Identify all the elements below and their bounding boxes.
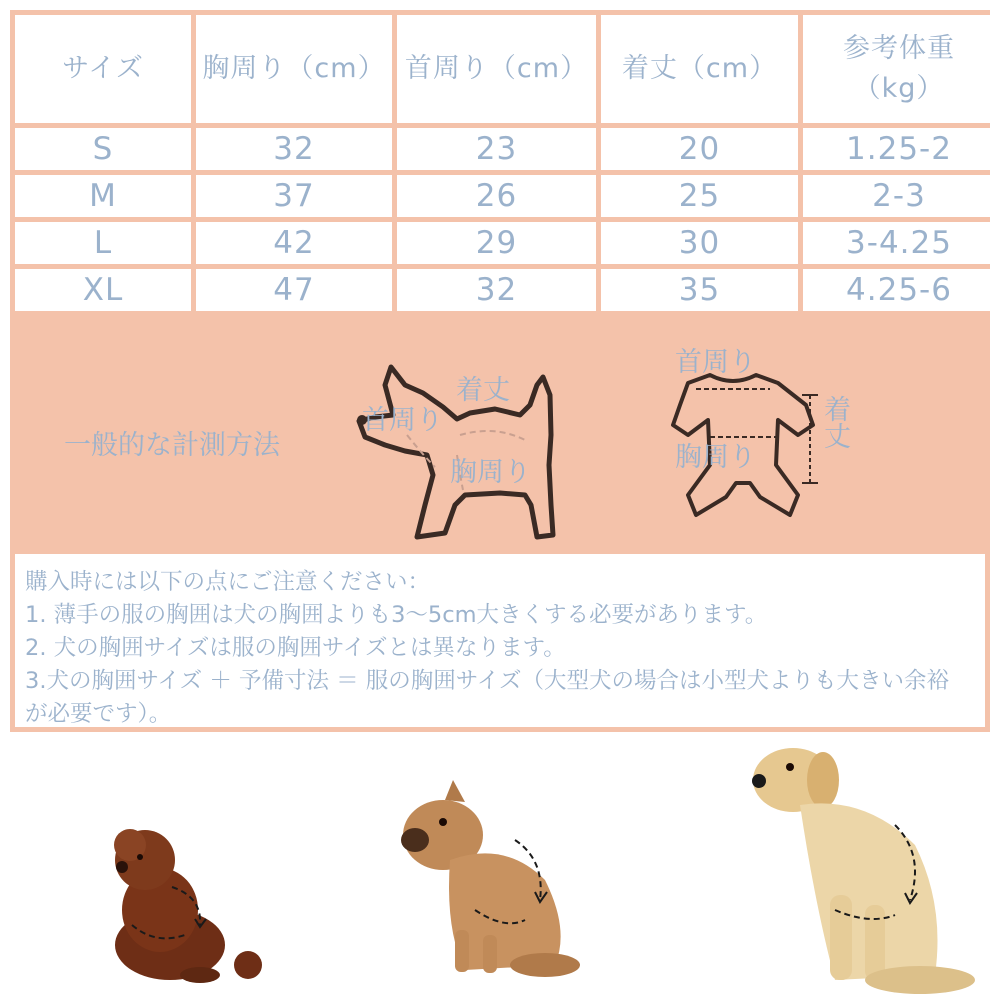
cell-neck: 29 — [397, 222, 596, 264]
garment-neck-label: 首周り — [675, 347, 756, 378]
cell-weight: 1.25-2 — [803, 128, 995, 170]
header-size: サイズ — [15, 15, 191, 123]
header-chest: 胸周り（cm） — [196, 15, 392, 123]
note-item: 2. 犬の胸囲サイズは服の胸囲サイズとは異なります。 — [25, 635, 566, 661]
golden-retriever-photo — [745, 735, 995, 997]
garment-length-label: 着丈 — [819, 395, 850, 449]
note-item: 3.犬の胸囲サイズ ＋ 予備寸法 ＝ 服の胸囲サイズ（大型犬の場合は小型犬よりも大きい余裕が必要です）。 — [25, 668, 949, 727]
dog-chest-label: 胸周り — [450, 457, 531, 488]
cell-neck: 32 — [397, 269, 596, 311]
header-weight — [803, 15, 995, 123]
size-chart-panel — [10, 10, 990, 732]
cell-chest: 32 — [196, 128, 392, 170]
notes-intro: 購入時には以下の点にご注意ください： — [25, 569, 431, 595]
dog-neck-label: 首周り — [362, 405, 443, 436]
cell-chest: 42 — [196, 222, 392, 264]
cell-size: M — [15, 175, 191, 217]
cell-neck: 23 — [397, 128, 596, 170]
header-weight-unit: （kg） — [853, 73, 945, 104]
cell-neck: 26 — [397, 175, 596, 217]
cell-length: 35 — [601, 269, 798, 311]
cell-size: XL — [15, 269, 191, 311]
header-neck: 首周り（cm） — [397, 15, 596, 123]
header-weight-label: 参考体重 — [843, 33, 955, 64]
cell-weight: 2-3 — [803, 175, 995, 217]
table-row — [15, 269, 995, 311]
cell-weight: 4.25-6 — [803, 269, 995, 311]
french-bulldog-photo — [395, 780, 595, 980]
cell-size: L — [15, 222, 191, 264]
cell-length: 20 — [601, 128, 798, 170]
cell-size: S — [15, 128, 191, 170]
size-table — [10, 10, 1000, 316]
table-header-row — [15, 15, 995, 123]
note-item: 1. 薄手の服の胸囲は犬の胸囲よりも3～5cm大きくする必要があります。 — [25, 602, 768, 628]
table-row — [15, 128, 995, 170]
table-row — [15, 222, 995, 264]
table-row — [15, 175, 995, 217]
cell-chest: 37 — [196, 175, 392, 217]
dog-length-label: 着丈 — [456, 375, 510, 406]
measuring-method-label: 一般的な計測方法 — [64, 430, 280, 461]
garment-chest-label: 胸周り — [675, 442, 756, 473]
cell-chest: 47 — [196, 269, 392, 311]
brown-poodle-photo — [100, 815, 270, 985]
cell-length: 30 — [601, 222, 798, 264]
cell-weight: 3-4.25 — [803, 222, 995, 264]
cell-length: 25 — [601, 175, 798, 217]
purchase-notes — [15, 554, 985, 727]
header-length: 着丈（cm） — [601, 15, 798, 123]
